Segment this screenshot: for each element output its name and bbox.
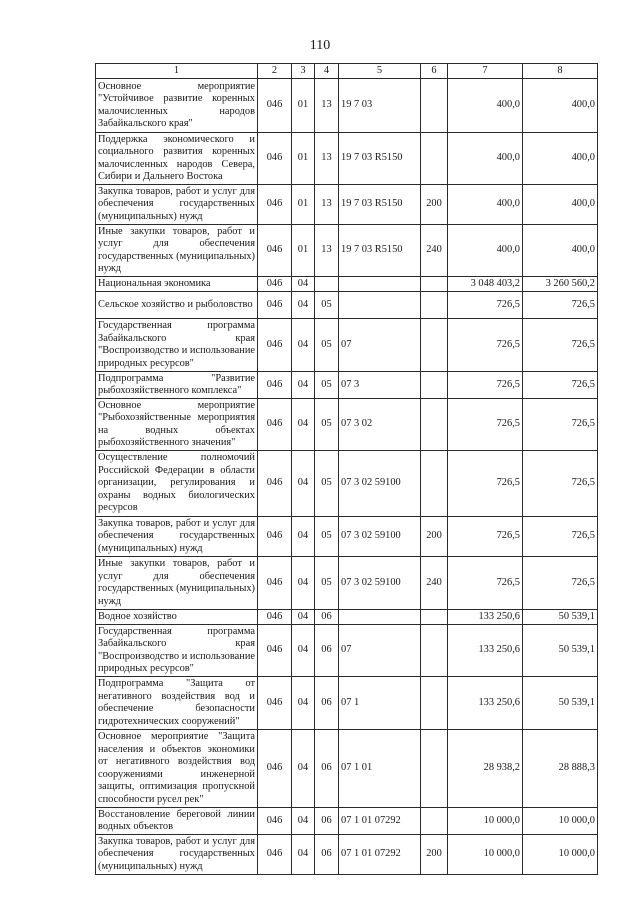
- row-name-cell: Государственная программа Забайкальского края "Воспроизводство и использование природных ресурсов": [96, 319, 258, 372]
- target-code-cell: 07 3 02 59100: [339, 517, 421, 557]
- table-row: [96, 677, 598, 730]
- expense-type-cell: [421, 399, 448, 451]
- subsection-code-cell: 13: [315, 133, 339, 185]
- amount-col8-cell: 50 539,1: [523, 610, 598, 625]
- row-name-cell: Национальная экономика: [96, 277, 258, 292]
- expense-type-cell: [421, 319, 448, 372]
- row-name-cell: Осуществление полномочий Российской Федерации в области организации, регулирования и охраны водных биологических ресурсов: [96, 451, 258, 517]
- table-row: [96, 185, 598, 225]
- section-code-cell: 01: [292, 185, 315, 225]
- admin-code-cell: 046: [258, 372, 292, 399]
- subsection-code-cell: 05: [315, 292, 339, 319]
- amount-col7-cell: 3 048 403,2: [448, 277, 523, 292]
- target-code-cell: 07 1: [339, 677, 421, 730]
- subsection-code-cell: 05: [315, 399, 339, 451]
- amount-col8-cell: 726,5: [523, 557, 598, 610]
- row-name-cell: Сельское хозяйство и рыболовство: [96, 292, 258, 319]
- table-row: [96, 730, 598, 808]
- target-code-cell: 07: [339, 319, 421, 372]
- subsection-code-cell: 05: [315, 517, 339, 557]
- admin-code-cell: 046: [258, 277, 292, 292]
- admin-code-cell: 046: [258, 451, 292, 517]
- section-code-cell: 01: [292, 79, 315, 133]
- expense-type-cell: [421, 730, 448, 808]
- target-code-cell: [339, 292, 421, 319]
- target-code-cell: 07 3 02 59100: [339, 451, 421, 517]
- admin-code-cell: 046: [258, 517, 292, 557]
- target-code-cell: 07 3: [339, 372, 421, 399]
- amount-col7-cell: 400,0: [448, 79, 523, 133]
- row-name-cell: Восстановление береговой линии водных объектов: [96, 808, 258, 835]
- admin-code-cell: 046: [258, 79, 292, 133]
- subsection-code-cell: 05: [315, 372, 339, 399]
- subsection-code-cell: 06: [315, 677, 339, 730]
- section-code-cell: 01: [292, 225, 315, 277]
- amount-col8-cell: 10 000,0: [523, 808, 598, 835]
- target-code-cell: 07 1 01 07292: [339, 808, 421, 835]
- amount-col7-cell: 726,5: [448, 372, 523, 399]
- target-code-cell: 19 7 03 R5150: [339, 133, 421, 185]
- amount-col8-cell: 400,0: [523, 133, 598, 185]
- header-cell: 8: [523, 64, 598, 79]
- admin-code-cell: 046: [258, 557, 292, 610]
- subsection-code-cell: 05: [315, 557, 339, 610]
- row-name-cell: Водное хозяйство: [96, 610, 258, 625]
- amount-col7-cell: 28 938,2: [448, 730, 523, 808]
- admin-code-cell: 046: [258, 610, 292, 625]
- admin-code-cell: 046: [258, 319, 292, 372]
- section-code-cell: 04: [292, 730, 315, 808]
- row-name-cell: Подпрограмма "Защита от негативного воздействия вод и обеспечение безопасности гидротехнических сооружений": [96, 677, 258, 730]
- expense-type-cell: 200: [421, 517, 448, 557]
- expense-type-cell: 240: [421, 557, 448, 610]
- subsection-code-cell: 06: [315, 835, 339, 875]
- amount-col8-cell: 726,5: [523, 319, 598, 372]
- subsection-code-cell: [315, 277, 339, 292]
- expense-type-cell: [421, 610, 448, 625]
- section-code-cell: 01: [292, 133, 315, 185]
- expense-type-cell: [421, 372, 448, 399]
- target-code-cell: [339, 610, 421, 625]
- amount-col8-cell: 726,5: [523, 517, 598, 557]
- table-row: [96, 319, 598, 372]
- expense-type-cell: [421, 625, 448, 677]
- amount-col8-cell: 726,5: [523, 372, 598, 399]
- amount-col7-cell: 133 250,6: [448, 625, 523, 677]
- row-name-cell: Закупка товаров, работ и услуг для обеспечения государственных (муниципальных) нужд: [96, 835, 258, 875]
- amount-col7-cell: 726,5: [448, 399, 523, 451]
- amount-col8-cell: 50 539,1: [523, 625, 598, 677]
- header-cell: 1: [96, 64, 258, 79]
- admin-code-cell: 046: [258, 677, 292, 730]
- target-code-cell: 07 3 02: [339, 399, 421, 451]
- table-row: [96, 79, 598, 133]
- subsection-code-cell: 05: [315, 451, 339, 517]
- target-code-cell: [339, 277, 421, 292]
- expense-type-cell: [421, 677, 448, 730]
- amount-col8-cell: 400,0: [523, 79, 598, 133]
- amount-col7-cell: 10 000,0: [448, 808, 523, 835]
- amount-col8-cell: 28 888,3: [523, 730, 598, 808]
- table-row: [96, 277, 598, 292]
- amount-col7-cell: 726,5: [448, 517, 523, 557]
- amount-col7-cell: 726,5: [448, 319, 523, 372]
- target-code-cell: 07 1 01 07292: [339, 835, 421, 875]
- section-code-cell: 04: [292, 835, 315, 875]
- target-code-cell: 19 7 03 R5150: [339, 185, 421, 225]
- amount-col7-cell: 726,5: [448, 557, 523, 610]
- row-name-cell: Основное мероприятие "Рыбохозяйственные мероприятия на водных объектах рыбохозяйственного значения": [96, 399, 258, 451]
- section-code-cell: 04: [292, 610, 315, 625]
- header-cell: 2: [258, 64, 292, 79]
- expense-type-cell: 200: [421, 835, 448, 875]
- section-code-cell: 04: [292, 808, 315, 835]
- section-code-cell: 04: [292, 557, 315, 610]
- subsection-code-cell: 05: [315, 319, 339, 372]
- subsection-code-cell: 06: [315, 808, 339, 835]
- table-row: [96, 808, 598, 835]
- amount-col7-cell: 133 250,6: [448, 610, 523, 625]
- section-code-cell: 04: [292, 625, 315, 677]
- row-name-cell: Закупка товаров, работ и услуг для обеспечения государственных (муниципальных) нужд: [96, 185, 258, 225]
- header-cell: 4: [315, 64, 339, 79]
- subsection-code-cell: 06: [315, 730, 339, 808]
- amount-col7-cell: 400,0: [448, 185, 523, 225]
- expense-type-cell: [421, 451, 448, 517]
- amount-col8-cell: 3 260 560,2: [523, 277, 598, 292]
- section-code-cell: 04: [292, 292, 315, 319]
- expense-type-cell: 240: [421, 225, 448, 277]
- table-row: [96, 133, 598, 185]
- row-name-cell: Государственная программа Забайкальского края "Воспроизводство и использование природных ресурсов": [96, 625, 258, 677]
- amount-col8-cell: 50 539,1: [523, 677, 598, 730]
- expense-type-cell: [421, 277, 448, 292]
- admin-code-cell: 046: [258, 835, 292, 875]
- amount-col7-cell: 400,0: [448, 133, 523, 185]
- section-code-cell: 04: [292, 677, 315, 730]
- row-name-cell: Подпрограмма "Развитие рыбохозяйственного комплекса": [96, 372, 258, 399]
- amount-col8-cell: 10 000,0: [523, 835, 598, 875]
- subsection-code-cell: 13: [315, 225, 339, 277]
- admin-code-cell: 046: [258, 730, 292, 808]
- row-name-cell: Закупка товаров, работ и услуг для обеспечения государственных (муниципальных) нужд: [96, 517, 258, 557]
- table-row: [96, 557, 598, 610]
- expense-type-cell: 200: [421, 185, 448, 225]
- row-name-cell: Иные закупки товаров, работ и услуг для обеспечения государственных (муниципальных) нужд: [96, 557, 258, 610]
- table-row: [96, 225, 598, 277]
- amount-col8-cell: 400,0: [523, 225, 598, 277]
- subsection-code-cell: 13: [315, 185, 339, 225]
- expense-type-cell: [421, 292, 448, 319]
- amount-col8-cell: 726,5: [523, 399, 598, 451]
- section-code-cell: 04: [292, 517, 315, 557]
- budget-table: [95, 63, 598, 875]
- target-code-cell: 07: [339, 625, 421, 677]
- table-row: [96, 372, 598, 399]
- table-row: [96, 610, 598, 625]
- section-code-cell: 04: [292, 451, 315, 517]
- target-code-cell: 19 7 03: [339, 79, 421, 133]
- section-code-cell: 04: [292, 277, 315, 292]
- admin-code-cell: 046: [258, 133, 292, 185]
- header-cell: 3: [292, 64, 315, 79]
- section-code-cell: 04: [292, 399, 315, 451]
- amount-col7-cell: 133 250,6: [448, 677, 523, 730]
- amount-col7-cell: 726,5: [448, 451, 523, 517]
- expense-type-cell: [421, 133, 448, 185]
- admin-code-cell: 046: [258, 185, 292, 225]
- row-name-cell: Иные закупки товаров, работ и услуг для обеспечения государственных (муниципальных) нужд: [96, 225, 258, 277]
- table-row: [96, 625, 598, 677]
- expense-type-cell: [421, 79, 448, 133]
- table-row: [96, 292, 598, 319]
- header-cell: 5: [339, 64, 421, 79]
- expense-type-cell: [421, 808, 448, 835]
- amount-col7-cell: 10 000,0: [448, 835, 523, 875]
- admin-code-cell: 046: [258, 399, 292, 451]
- subsection-code-cell: 13: [315, 79, 339, 133]
- target-code-cell: 07 1 01: [339, 730, 421, 808]
- table-row: [96, 517, 598, 557]
- admin-code-cell: 046: [258, 808, 292, 835]
- admin-code-cell: 046: [258, 225, 292, 277]
- subsection-code-cell: 06: [315, 610, 339, 625]
- header-cell: 6: [421, 64, 448, 79]
- row-name-cell: Основное мероприятие "Защита населения и объектов экономики от негативного воздействия вод сооружениями инженерной защиты, оптимизация пропускной способности русел рек": [96, 730, 258, 808]
- admin-code-cell: 046: [258, 292, 292, 319]
- target-code-cell: 19 7 03 R5150: [339, 225, 421, 277]
- target-code-cell: 07 3 02 59100: [339, 557, 421, 610]
- amount-col8-cell: 726,5: [523, 451, 598, 517]
- admin-code-cell: 046: [258, 625, 292, 677]
- table-row: [96, 451, 598, 517]
- amount-col7-cell: 400,0: [448, 225, 523, 277]
- subsection-code-cell: 06: [315, 625, 339, 677]
- section-code-cell: 04: [292, 319, 315, 372]
- amount-col8-cell: 400,0: [523, 185, 598, 225]
- header-cell: 7: [448, 64, 523, 79]
- table-row: [96, 399, 598, 451]
- table-row: [96, 835, 598, 875]
- table-header-row: [96, 64, 598, 79]
- section-code-cell: 04: [292, 372, 315, 399]
- row-name-cell: Поддержка экономического и социального развития коренных малочисленных народов Севера, Сибири и Дальнего Востока: [96, 133, 258, 185]
- amount-col7-cell: 726,5: [448, 292, 523, 319]
- row-name-cell: Основное мероприятие "Устойчивое развитие коренных малочисленных народов Забайкальского края": [96, 79, 258, 133]
- page-number: 110: [309, 38, 331, 53]
- amount-col8-cell: 726,5: [523, 292, 598, 319]
